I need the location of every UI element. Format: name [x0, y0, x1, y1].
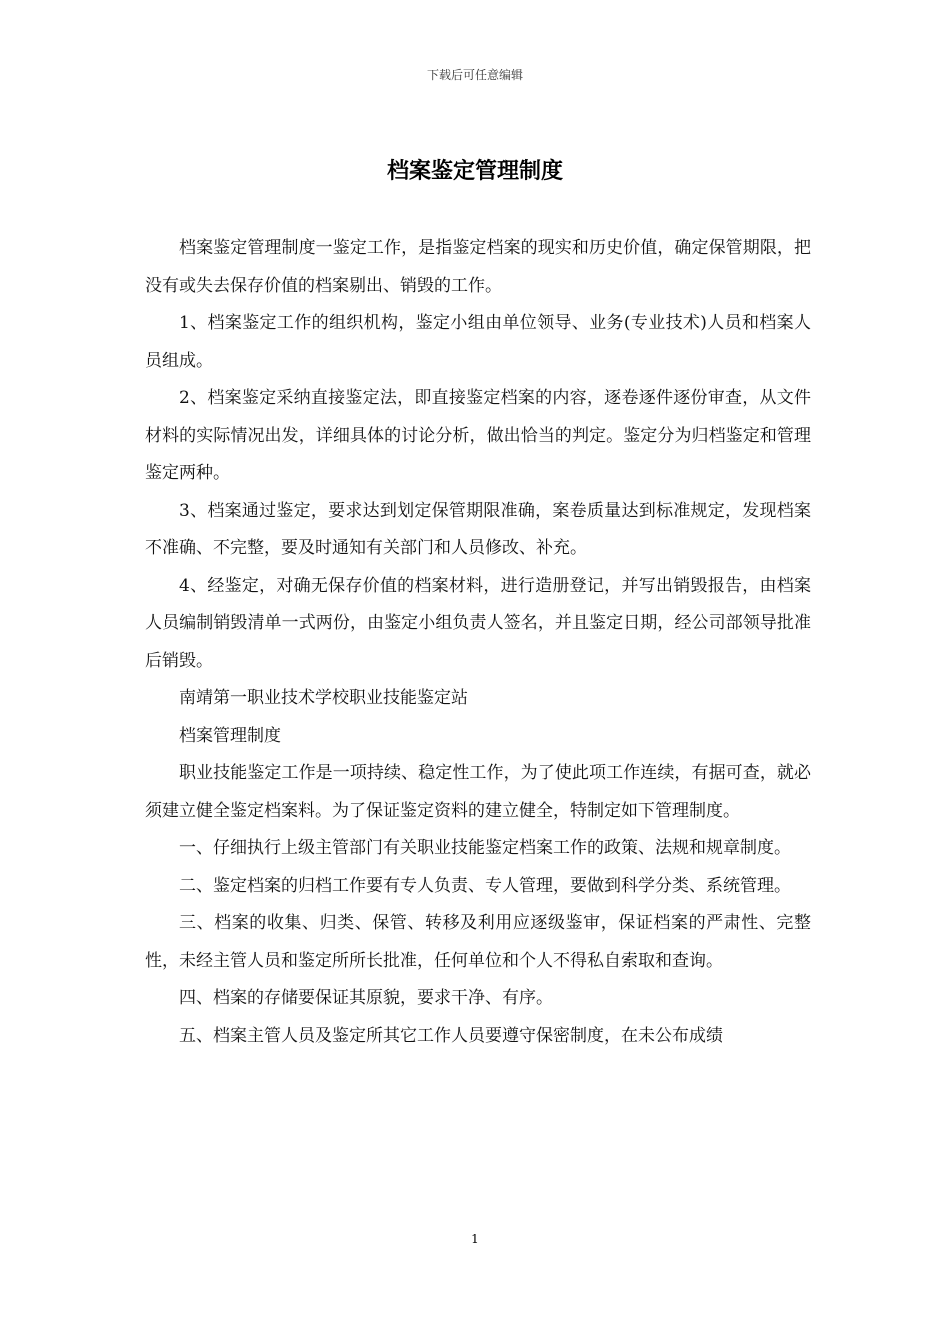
paragraph-item-1: 1、档案鉴定工作的组织机构，鉴定小组由单位领导、业务(专业技术)人员和档案人员组成。 [145, 313, 811, 371]
paragraph-preamble: 职业技能鉴定工作是一项持续、稳定性工作，为了使此项工作连续，有据可查，就必须建立健全鉴定档案料。为了保证鉴定资料的建立健全，特制定如下管理制度。 [145, 763, 811, 821]
page-number: 1 [471, 1232, 479, 1246]
paragraph-rule-2: 二、鉴定档案的归档工作要有专人负责、专人管理，要做到科学分类、系统管理。 [179, 875, 791, 896]
paragraph-item-3: 3、档案通过鉴定，要求达到划定保管期限准确，案卷质量达到标准规定，发现档案不准确、不完整，要及时通知有关部门和人员修改、补充。 [145, 500, 811, 558]
header-note: 下载后可任意编辑 [426, 68, 523, 82]
paragraph-rule-3: 三、档案的收集、归类、保管、转移及利用应逐级鉴审，保证档案的严肃性、完整性，未经主管人员和鉴定所所长批准，任何单位和个人不得私自索取和查询。 [145, 913, 811, 971]
document-body [145, 230, 811, 1055]
paragraph-item-2: 2、档案鉴定采纳直接鉴定法，即直接鉴定档案的内容，逐卷逐件逐份审查，从文件材料的实际情况出发，详细具体的讨论分析，做出恰当的判定。鉴定分为归档鉴定和管理鉴定两种。 [145, 388, 811, 483]
paragraph-rule-4: 四、档案的存储要保证其原貌，要求干净、有序。 [179, 988, 553, 1008]
paragraph-subtitle: 档案管理制度 [179, 725, 281, 746]
paragraph-rule-5: 五、档案主管人员及鉴定所其它工作人员要遵守保密制度，在未公布成绩 [179, 1025, 723, 1046]
document-title: 档案鉴定管理制度 [386, 158, 563, 184]
paragraph-item-4: 4、经鉴定，对确无保存价值的档案材料，进行造册登记，并写出销毁报告，由档案人员编制销毁清单一式两份，由鉴定小组负责人签名，并且鉴定日期，经公司部领导批准后销毁。 [145, 575, 811, 671]
paragraph-organization: 南靖第一职业技术学校职业技能鉴定站 [179, 688, 468, 708]
paragraph-rule-1: 一、仔细执行上级主管部门有关职业技能鉴定档案工作的政策、法规和规章制度。 [179, 838, 791, 858]
paragraph-intro: 档案鉴定管理制度一鉴定工作，是指鉴定档案的现实和历史价值，确定保管期限，把没有或失去保存价值的档案剔出、销毁的工作。 [145, 238, 811, 296]
